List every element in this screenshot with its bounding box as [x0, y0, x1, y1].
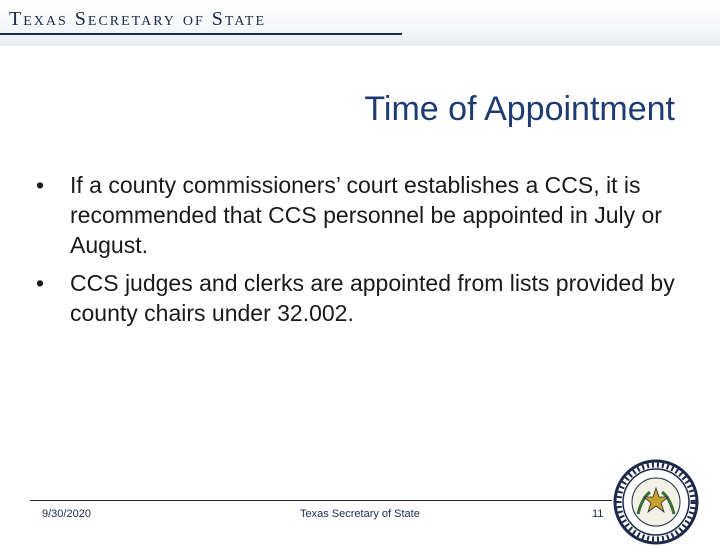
bullet-dot-icon: •	[35, 172, 45, 198]
footer-rule	[30, 500, 612, 501]
bullet-item	[30, 170, 680, 260]
bullet-dot-icon: •	[35, 270, 45, 296]
footer-date: 9/30/2020	[42, 508, 91, 520]
texas-seal-icon	[612, 458, 700, 546]
header-title: Texas Secretary of State	[9, 8, 267, 30]
bullet-text: If a county commissioners’ court establishes a CCS, it is recommended that CCS personnel be appointed in July or August.	[70, 172, 662, 258]
header-rule	[0, 33, 402, 35]
bullet-list	[30, 170, 680, 336]
bullet-text: CCS judges and clerks are appointed from lists provided by county chairs under 32.002.	[70, 270, 675, 326]
header-band	[0, 0, 720, 46]
page-number: 11	[592, 508, 604, 520]
slide-title: Time of Appointment	[364, 90, 675, 128]
bullet-item	[30, 268, 680, 328]
footer-center-text: Texas Secretary of State	[300, 508, 420, 520]
